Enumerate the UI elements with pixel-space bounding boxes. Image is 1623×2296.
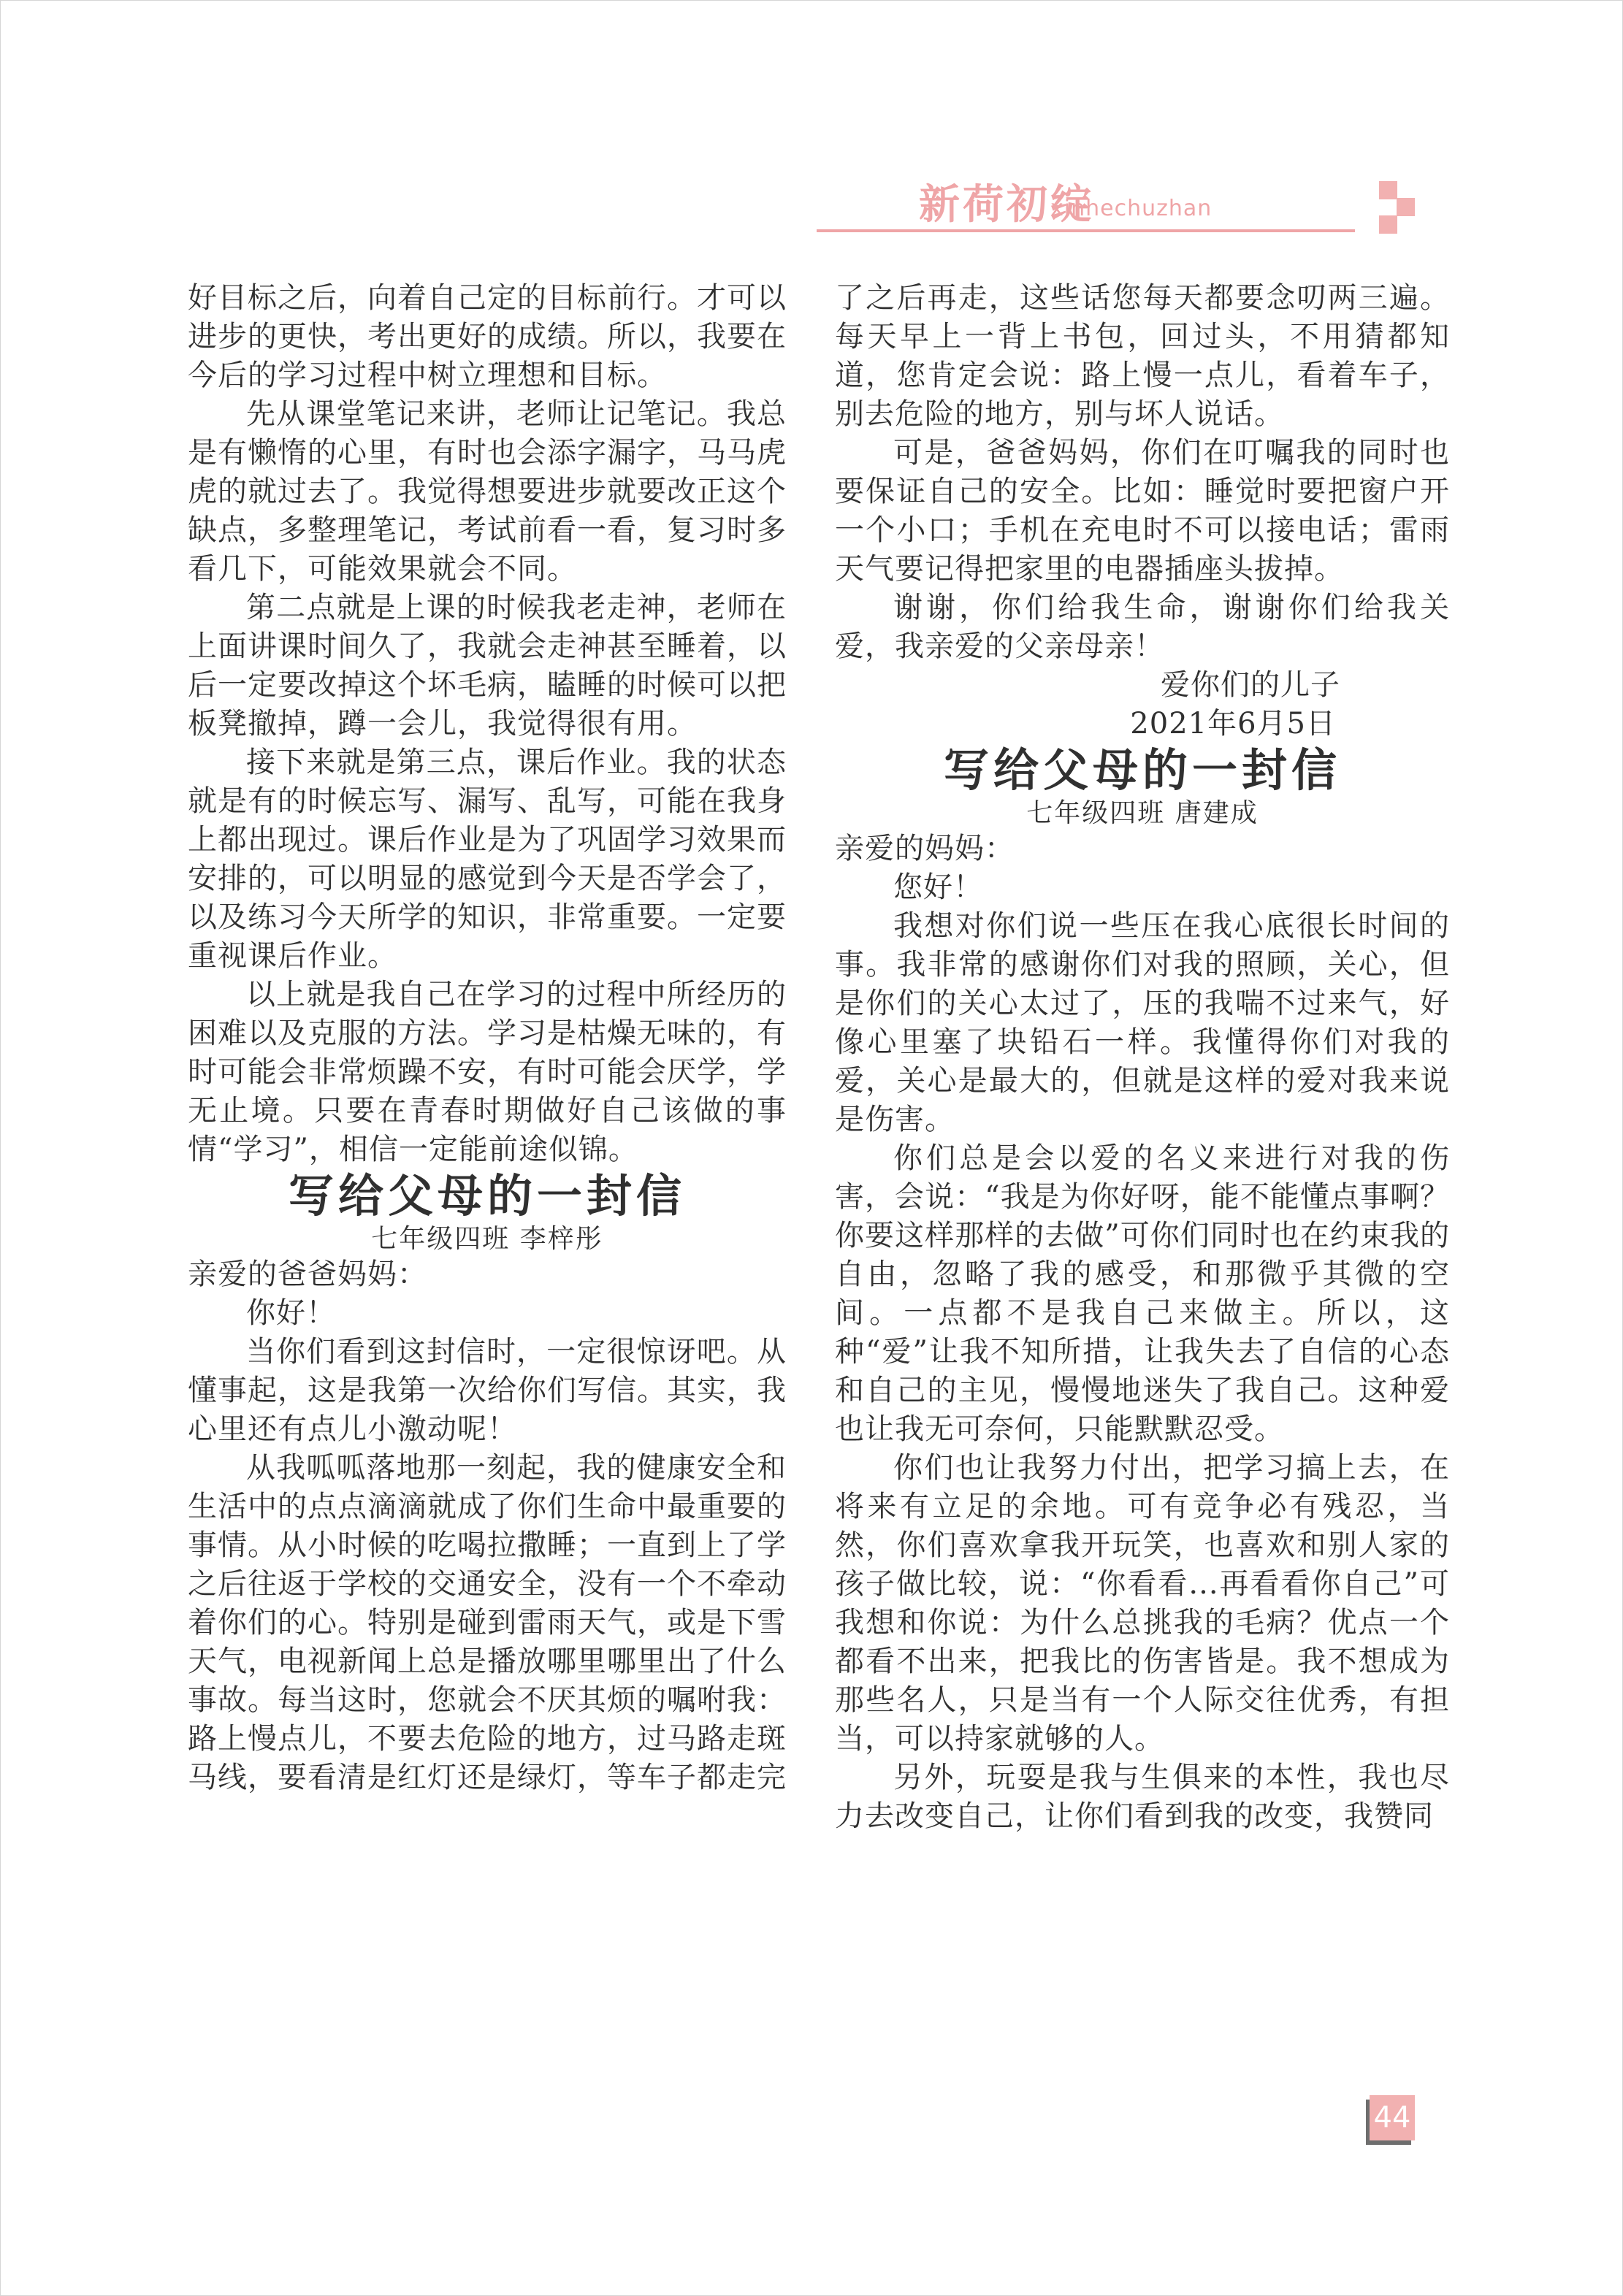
paragraph: 从我呱呱落地那一刻起，我的健康安全和生活中的点点滴滴就成了你们生命中最重要的事情。从小时候的吃喝拉撒睡；一直到上了学之后往返于学校的交通安全，没有一个不牵动着你们的心。特别是碰到雷雨天气，或是下雪天气，电视新闻上总是播放哪里哪里出了什么事故。每当这时，您就会不厌其烦的嘱咐我：路上慢点儿，不要去危险的地方，过马路走斑马线，要看清是红灯还是绿灯，等车子都走完 <box>188 1451 787 1794</box>
paragraph: 你好！ <box>246 1296 336 1330</box>
magazine-logo: 新荷初绽 <box>919 181 1094 229</box>
paragraph: 您好！ <box>893 870 983 904</box>
decoration-square <box>1379 215 1397 234</box>
letter-salutation: 亲爱的爸爸妈妈： <box>188 1258 427 1291</box>
header-divider <box>817 229 1355 232</box>
paragraph: 第二点就是上课的时候我老走神，老师在上面讲课时间久了，我就会走神甚至睡着，以后一定要改掉这个坏毛病，瞌睡的时候可以把板凳撤掉，蹲一会儿，我觉得很有用。 <box>188 591 787 741</box>
article-byline: 七年级四班 李梓彤 <box>371 1224 603 1254</box>
article-byline: 七年级四班 唐建成 <box>1026 798 1259 828</box>
decoration-square <box>1379 181 1397 199</box>
article-title: 写给父母的一封信 <box>943 743 1341 797</box>
page-number-badge: 44 <box>1370 2095 1415 2140</box>
letter-date: 2021年6月5日 <box>1130 707 1336 741</box>
article-title: 写给父母的一封信 <box>288 1169 686 1222</box>
paragraph: 我想对你们说一些压在我心底很长时间的事。我非常的感谢你们对我的照顾，关心，但是你们的关心太过了，压的我喘不过来气，好像心里塞了块铅石一样。我懂得你们对我的爱，关心是最大的，但就是这样的爱对我来说是伤害。 <box>835 909 1450 1136</box>
paragraph: 另外，玩耍是我与生俱来的本性，我也尽力去改变自己，让你们看到我的改变，我赞同 <box>835 1761 1450 1833</box>
letter-salutation: 亲爱的妈妈： <box>835 832 1015 865</box>
left-column <box>188 279 787 1797</box>
checker-squares-decoration <box>1379 181 1416 234</box>
magazine-logo-pinyin: xinhechuzhan <box>1050 196 1213 221</box>
paragraph: 当你们看到这封信时，一定很惊讶吧。从懂事起，这是我第一次给你们写信。其实，我心里还有点儿小激动呢！ <box>188 1335 787 1446</box>
right-column <box>835 279 1450 1836</box>
letter-signature: 爱你们的儿子 <box>1161 668 1340 702</box>
paragraph: 可是，爸爸妈妈，你们在叮嘱我的同时也要保证自己的安全。比如：睡觉时要把窗户开一个小口；手机在充电时不可以接电话；雷雨天气要记得把家里的电器插座头拔掉。 <box>835 436 1450 586</box>
paragraph: 你们也让我努力付出，把学习搞上去，在将来有立足的余地。可有竞争必有残忍，当然，你们喜欢拿我开玩笑，也喜欢和别人家的孩子做比较，说：“你看看...再看看你自己”可我想和你说：为什么总挑我的毛病？优点一个都看不出来，把我比的伤害皆是。我不想成为那些名人，只是当有一个人际交往优秀，有担当，可以持家就够的人。 <box>835 1451 1450 1756</box>
paragraph: 接下来就是第三点，课后作业。我的状态就是有的时候忘写、漏写、乱写，可能在我身上都出现过。课后作业是为了巩固学习效果而安排的，可以明显的感觉到今天是否学会了，以及练习今天所学的知识，非常重要。一定要重视课后作业。 <box>188 746 787 973</box>
paragraph: 谢谢，你们给我生命，谢谢你们给我关爱，我亲爱的父亲母亲！ <box>835 591 1450 663</box>
paragraph: 好目标之后，向着自己定的目标前行。才可以进步的更快，考出更好的成绩。所以，我要在今后的学习过程中树立理想和目标。 <box>188 281 787 392</box>
paragraph: 先从课堂笔记来讲，老师让记笔记。我总是有懒惰的心里，有时也会添字漏字，马马虎虎的就过去了。我觉得想要进步就要改正这个缺点，多整理笔记，考试前看一看，复习时多看几下，可能效果就会不同。 <box>188 397 787 586</box>
decoration-square <box>1397 198 1415 216</box>
paragraph: 你们总是会以爱的名义来进行对我的伤害，会说：“我是为你好呀，能不能懂点事啊？你要这样那样的去做”可你们同时也在约束我的自由，忽略了我的感受，和那微乎其微的空间。一点都不是我自己来做主。所以，这种“爱”让我不知所措，让我失去了自信的心态和自己的主见，慢慢地迷失了我自己。这种爱也让我无可奈何，只能默默忍受。 <box>835 1141 1450 1446</box>
paragraph: 以上就是我自己在学习的过程中所经历的困难以及克服的方法。学习是枯燥无味的，有时可能会非常烦躁不安，有时可能会厌学，学无止境。只要在青春时期做好自己该做的事情“学习”，相信一定能前途似锦。 <box>188 978 787 1166</box>
paragraph: 了之后再走，这些话您每天都要念叨两三遍。每天早上一背上书包，回过头，不用猜都知道，您肯定会说：路上慢一点儿，看着车子，别去危险的地方，别与坏人说话。 <box>835 281 1450 431</box>
